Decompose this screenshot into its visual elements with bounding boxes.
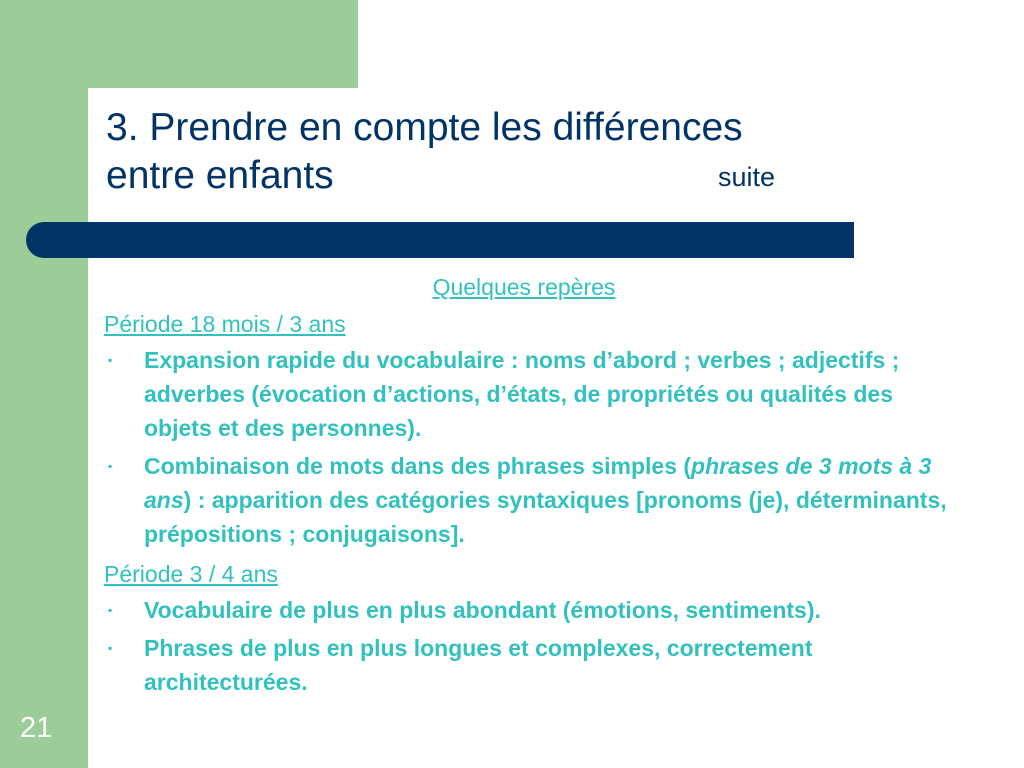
- bullet-text-after: ) : apparition des catégories syntaxiques [pronoms (je), déterminants, prépositions ; conjugaisons].: [144, 487, 947, 547]
- bullet-list-2: [104, 593, 954, 699]
- bullet-icon: ▪: [108, 459, 113, 473]
- period-heading-2: Période 3 / 4 ans: [104, 561, 278, 587]
- title-line-2: entre enfants: [106, 154, 334, 197]
- list-item: [104, 593, 954, 627]
- bullet-list-1: [104, 343, 954, 551]
- title-divider-bar: [26, 222, 854, 258]
- title-suffix: suite: [718, 162, 776, 192]
- slide-number: 21: [20, 712, 53, 744]
- section-subtitle: Quelques repères: [432, 274, 616, 300]
- bullet-text: Vocabulaire de plus en plus abondant (émotions, sentiments).: [144, 597, 821, 623]
- slide-title: [106, 104, 966, 200]
- green-sidebar: [0, 0, 88, 768]
- bullet-icon: ▪: [108, 641, 113, 655]
- bullet-icon: ▪: [108, 603, 113, 617]
- list-item: [104, 449, 954, 551]
- bullet-text-italic: phrases de 3 mots à 3 ans: [144, 453, 932, 513]
- bullet-text: Expansion rapide du vocabulaire : noms d’abord ; verbes ; adjectifs ; adverbes (évocation d’actions, d’états, de propriétés ou qualités des objets et des personnes).: [144, 347, 900, 441]
- title-line-1: 3. Prendre en compte les différences: [106, 106, 743, 149]
- bullet-text: Phrases de plus en plus longues et complexes, correctement architecturées.: [144, 635, 813, 695]
- bullet-icon: ▪: [108, 353, 113, 367]
- period-heading-1: Période 18 mois / 3 ans: [104, 311, 346, 337]
- list-item: [104, 343, 954, 445]
- bullet-text-before: Combinaison de mots dans des phrases simples (: [144, 453, 692, 479]
- slide-body: [104, 270, 954, 705]
- list-item: [104, 631, 954, 699]
- green-top-band: [0, 0, 358, 88]
